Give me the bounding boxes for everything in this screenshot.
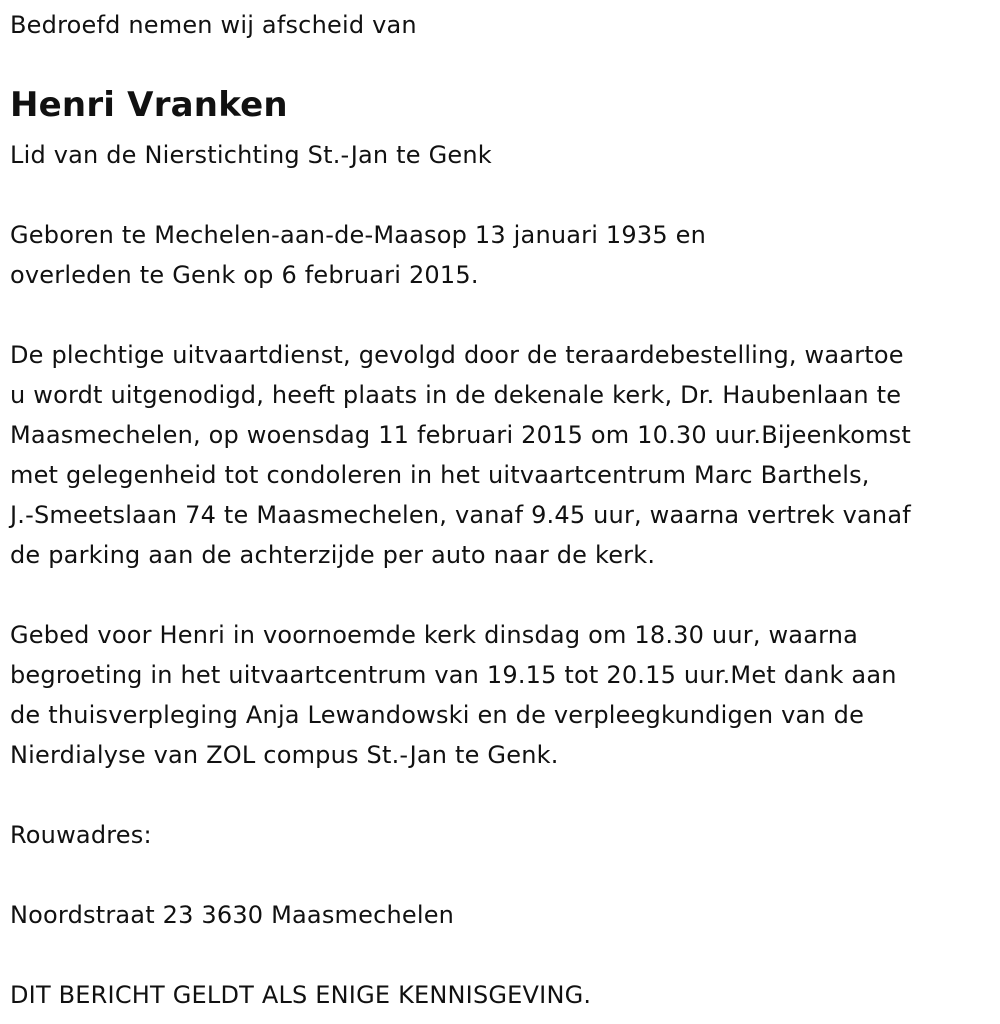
prayer-line: de thuisverpleging Anja Lewandowski en de verpleegkundigen van de: [10, 701, 865, 729]
prayer-line: Gebed voor Henri in voornoemde kerk dinsdag om 18.30 uur, waarna: [10, 621, 859, 649]
service-line: Maasmechelen, op woensdag 11 februari 2015 om 10.30 uur.Bijeenkomst: [10, 421, 911, 449]
service-line: met gelegenheid tot condoleren in het uitvaartcentrum Marc Barthels,: [10, 461, 870, 489]
birth-line: overleden te Genk op 6 februari 2015.: [10, 261, 479, 289]
notice: DIT BERICHT GELDT ALS ENIGE KENNISGEVING.: [10, 981, 592, 1009]
service-line: u wordt uitgenodigd, heeft plaats in de dekenale kerk, Dr. Haubenlaan te: [10, 381, 902, 409]
address-label: Rouwadres:: [10, 821, 152, 849]
service-line: J.-Smeetslaan 74 te Maasmechelen, vanaf 9.45 uur, waarna vertrek vanaf: [10, 501, 911, 529]
service-line: De plechtige uitvaartdienst, gevolgd door de teraardebestelling, waartoe: [10, 341, 904, 369]
prayer-line: begroeting in het uitvaartcentrum van 19.15 tot 20.15 uur.Met dank aan: [10, 661, 897, 689]
birth-line: Geboren te Mechelen-aan-de-Maasop 13 januari 1935 en: [10, 221, 707, 249]
address: Noordstraat 23 3630 Maasmechelen: [10, 901, 455, 929]
prayer-line: Nierdialyse van ZOL compus St.-Jan te Genk.: [10, 741, 559, 769]
service-line: de parking aan de achterzijde per auto naar de kerk.: [10, 541, 656, 569]
intro-text: Bedroefd nemen wij afscheid van: [10, 11, 417, 39]
deceased-name: Henri Vranken: [10, 85, 288, 125]
subtitle: Lid van de Nierstichting St.-Jan te Genk: [10, 141, 492, 169]
